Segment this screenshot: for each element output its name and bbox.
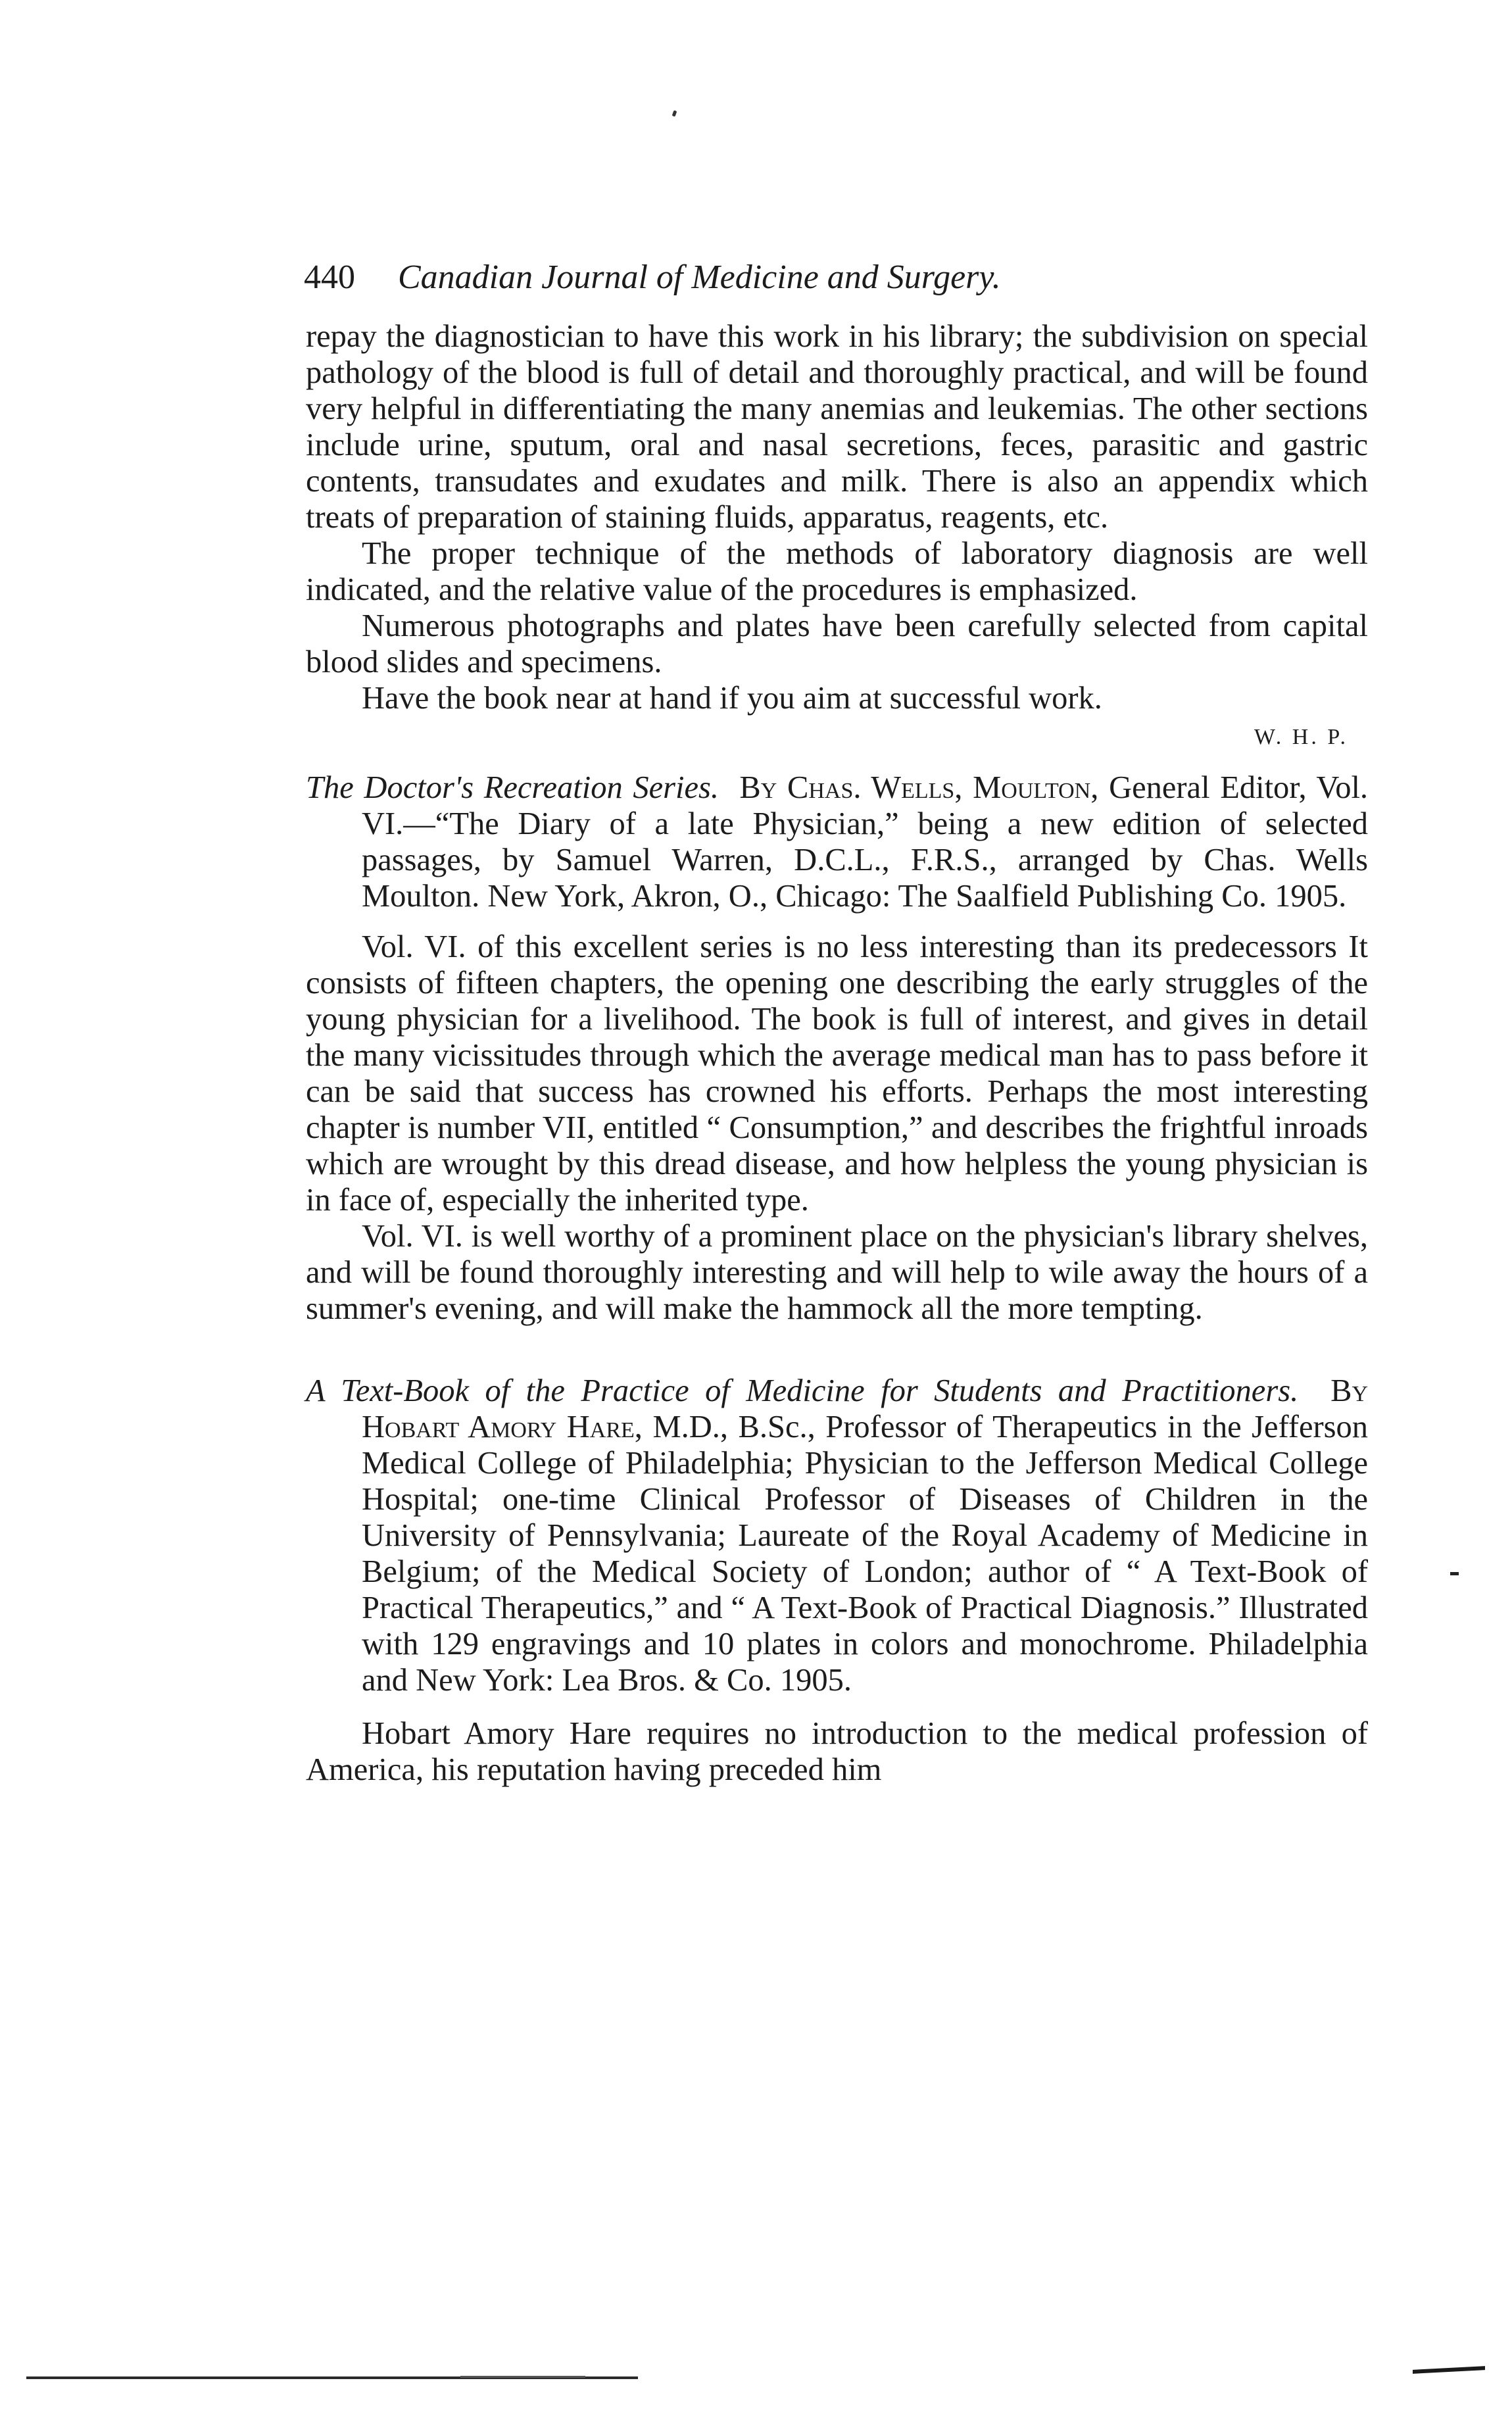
review2-book-title: The Doctor's Recreation Series. xyxy=(306,770,719,805)
scan-speck xyxy=(672,110,677,116)
review2-citation-details: General Editor, Vol. VI.—“The Diary of a late Physician,” being a new edition of selected passages, by Samuel Warren, D.C.L., F.R.S., arranged by Chas. Wells Moulton. New York, Akron, O., Chicago: The Saalfield Publishing Co. 1905. xyxy=(362,770,1369,914)
review2-paragraph-1: Vol. VI. of this excellent series is no less interesting than its predecessors It consists of fifteen chapters, the opening one describing the early struggles of the young physician for a livelihood. The book is full of interest, and gives in detail the many vicissitudes through which the average medical man has to pass before it can be said that success has crowned his efforts. Perhaps the most interesting chapter is number VII, entitled “ Consumption,” and describes the frightful inroads which are wrought by this dread disease, and how helpless the young physician is in face of, especially the inherited type. xyxy=(306,929,1368,1218)
review3-book-title: A Text-Book of the Practice of Medicine for Students and Practitioners. xyxy=(306,1373,1299,1408)
review3-by: By xyxy=(1330,1373,1368,1408)
journal-title: Canadian Journal of Medicine and Surgery. xyxy=(398,258,1001,296)
review3-paragraph-1: Hobart Amory Hare requires no introduction to the medical profession of America, his reputation having preceded him xyxy=(306,1716,1368,1787)
scan-edge-line-right xyxy=(1413,2366,1485,2374)
review3-citation xyxy=(306,1373,1368,1698)
review2-editor-name: Chas. Wells, Moulton, xyxy=(787,770,1099,805)
review2-citation xyxy=(306,770,1368,914)
scan-edge-line-left-overlap xyxy=(460,2376,585,2378)
review3-citation-details: M.D., B.Sc., Professor of Therapeutics in the Jefferson Medical College of Philadelphia; Physician to the Jefferson Medical College Hospital; one-time Clinical Professor of Diseases of Children in the University of Pennsylvania; Laureate of the Royal Academy of Medicine in Belgium; of the Medical Society of London; author of “ A Text-Book of Practical Therapeutics,” and “ A Text-Book of Practical Diagnosis.” Illustrated with 129 engravings and 10 plates in colors and monochrome. Philadelphia and New York: Lea Bros. & Co. 1905. xyxy=(362,1410,1369,1698)
review1-signature: W. H. P. xyxy=(1254,725,1348,749)
review3-author-name: Hobart Amory Hare, xyxy=(362,1410,643,1444)
review1-paragraph-3: Numerous photographs and plates have been carefully selected from capital blood slides and specimens. xyxy=(306,608,1368,679)
review2-by: By xyxy=(739,770,777,805)
running-head xyxy=(304,258,1356,297)
review1-paragraph-1: repay the diagnostician to have this work in his library; the subdivision on special pathology of the blood is full of detail and thoroughly practical, and will be found very helpful in differentiating the many anemias and leukemias. The other sections include urine, sputum, oral and nasal secretions, feces, parasitic and gastric contents, transudates and exudates and milk. There is also an appendix which treats of preparation of staining fluids, apparatus, reagents, etc. xyxy=(306,319,1368,535)
review2-paragraph-2: Vol. VI. is well worthy of a prominent place on the physician's library shelves, and will be found thoroughly interesting and will help to wile away the hours of a summer's evening, and will make the hammock all the more tempting. xyxy=(306,1219,1368,1326)
margin-mark xyxy=(1450,1572,1459,1575)
text-column xyxy=(306,318,1368,1788)
page-number: 440 xyxy=(304,258,355,296)
review1-paragraph-4: Have the book near at hand if you aim at successful work. xyxy=(362,681,1102,716)
review1-paragraph-2: The proper technique of the methods of laboratory diagnosis are well indicated, and the relative value of the procedures is emphasized. xyxy=(306,536,1368,607)
